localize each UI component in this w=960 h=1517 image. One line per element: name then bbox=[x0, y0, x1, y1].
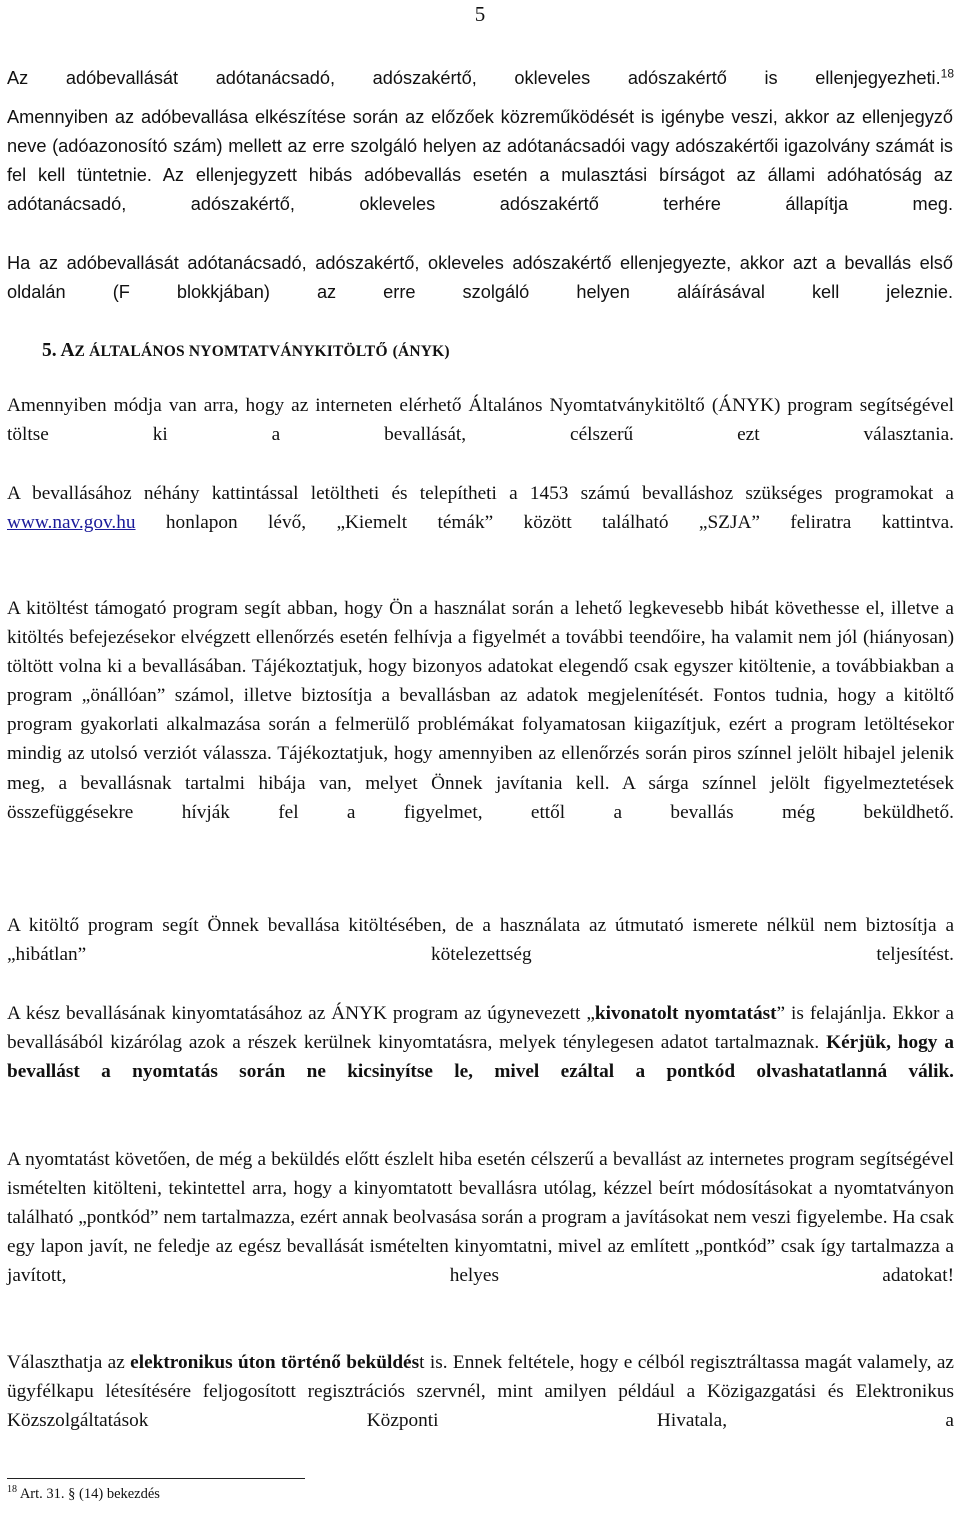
footnote-ref: 18 bbox=[940, 66, 954, 81]
intro-paragraph: Amennyiben az adóbevallása elkészítése során az előzőek közreműködését is igénybe veszi, akkor az ellenjegyző neve (adóazonosító szám) mellett az erre szolgáló helyen az adótanácsadói vagy adószakértői igazolvány számát is fel kell tüntetnie. Az ellenjegyzett hibás adóbevallás esetén a mulasztási bírságot az állami adóhatóság az adótanácsadó, adószakértő, okleveles adószakértő terhére állapítja meg. bbox=[7, 107, 953, 215]
nav-website-link[interactable]: www.nav.gov.hu bbox=[7, 512, 136, 534]
paragraph-corrections: A nyomtatást követően, de még a beküldés előtt észlelt hiba esetén célszerű a bevallást az internetes program segítségével ismételten kitölteni, tekintettel arra, hogy a kinyomtatott bevallásra utólag, kézzel beírt módosításokat a nyomtatványon található „pontkód” nem tartalmazza, ezért annak beolvasása során a program a javításokat nem veszi figyelembe. Ha csak egy lapon javít, ne feledje az egész bevallását ismételten kinyomtatni, mivel az említett „pontkód” csak így tartalmazza a javított, helyes adatokat! bbox=[7, 1149, 954, 1287]
paragraph-program-help: A kitöltést támogató program segít abban, hogy Ön a használat során a lehető legkevesebb hibát követhesse el, illetve a kitöltés befejezésekor elvégzett ellenőrzés esetén felhívja a figyelmét a további teendőire, ha valamit nem jól (hiányosan) töltött volna ki a bevallásában. Tájékoztatjuk, hogy bizonyos adatokat elegendő csak egyszer kitöltenie, a továbbiakban a program „önállóan” számol, illetve biztosítja a bevallásban az adatok megjelenítését. Fontos tudnia, hogy a kitöltő program gyakorlati alkalmazása során a felmerülő problémákat folyamatosan kiigazítjuk, ezért a program letöltésekor mindig az utolsó verziót válassza. Tájékoztatjuk, hogy amennyiben az ellenőrzés során piros színnel jelölt hibajel jelenik meg, a bevallásnak tartalmi hibája van, melyet Önnek javítania kell. A sárga színnel jelölt figyelmeztetések összefüggésekre hívják fel a figyelmet, ettől a bevallás még beküldhető. bbox=[7, 598, 954, 823]
paragraph-guide-note: A kitöltő program segít Önnek bevallása kitöltésében, de a használata az útmutató ismerete nélkül nem biztosítja a „hibátlan” kötelezettség teljesítést. bbox=[7, 915, 954, 966]
paragraph-electronic-submission: Választhatja az elektronikus úton történő beküldést is. Ennek feltétele, hogy e célból regisztráltassa magát valamely, az ügyfélkapu létesítésére feljogosított regisztrációs szervnél, mint amilyen például a Közigazgatási és Elektronikus Közszolgáltatások Központi Hivatala, a bbox=[7, 1352, 954, 1432]
paragraph-anyk-intro: Amennyiben módja van arra, hogy az interneten elérhető Általános Nyomtatványkitöltő (ÁNYK) program segítségével töltse ki a bevallását, célszerű ezt választania. bbox=[7, 395, 954, 446]
section-heading: 5. AZ ÁLTALÁNOS NYOMTATVÁNYKITÖLTŐ (ÁNYK) bbox=[42, 340, 450, 361]
paragraph-download: A bevallásához néhány kattintással letöltheti és telepítheti a 1453 számú bevalláshoz szükséges programokat a www.nav.gov.hu honlapon lévő, „Kiemelt témák” között található „SZJA” feliratra kattintva. bbox=[7, 483, 954, 534]
page-number: 5 bbox=[474, 2, 486, 26]
intro-signature-note: Ha az adóbevallását adótanácsadó, adószakértő, okleveles adószakértő ellenjegyezte, akkor azt a bevallás első oldalán (F blokkjában) az erre szolgáló helyen aláírásával kell jeleznie. bbox=[7, 253, 953, 303]
intro-line-1: Az adóbevallását adótanácsadó, adószakértő, okleveles adószakértő is ellenjegyezheti.$^{18}$ bbox=[7, 66, 954, 88]
paragraph-printing: A kész bevallásának kinyomtatásához az ÁNYK program az úgynevezett „kivonatolt nyomtatást” is felajánlja. Ekkor a bevallásából kizárólag azok a részek kerülnek kinyomtatásra, melyek ténylegesen adatot tartalmaznak. Kérjük, hogy a bevallást a nyomtatás során ne kicsinyítse le, mivel ezáltal a pontkód olvashatatlanná válik. bbox=[7, 1003, 955, 1083]
footnote: $^{18}$ Art. 31. § (14) bekezdés bbox=[7, 1484, 160, 1502]
footnote-divider bbox=[7, 1478, 305, 1479]
